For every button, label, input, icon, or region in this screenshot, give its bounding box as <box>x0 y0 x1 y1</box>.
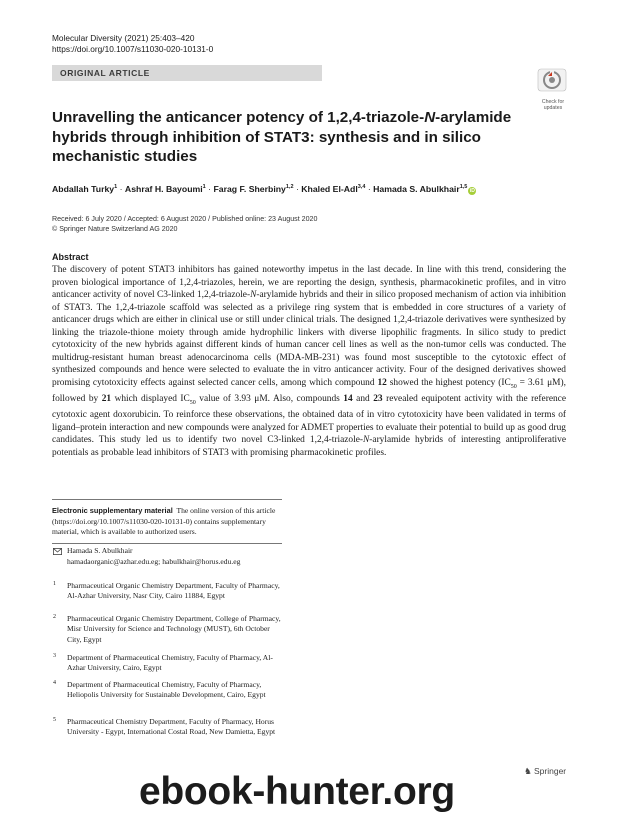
orcid-icon[interactable]: iD <box>469 187 475 194</box>
check-label-line2: updates <box>543 105 563 111</box>
corresponding-author-emails[interactable]: hamadaorganic@azhar.edu.eg; habulkhair@horus.edu.eg <box>67 557 241 566</box>
abstract-heading: Abstract <box>52 252 89 262</box>
article-title: Unravelling the anticancer potency of 1,2,4-triazole-N-arylamide hybrids through inhibition of STAT3: synthesis and in silico mechanistic studies <box>52 109 512 165</box>
article-type-banner: ORIGINAL ARTICLE <box>52 65 322 81</box>
copyright-line: © Springer Nature Switzerland AG 2020 <box>52 225 178 233</box>
author-name[interactable]: Hamada S. Abulkhair <box>373 183 460 194</box>
esm-note <box>52 506 282 538</box>
author-affiliation-ref: 1 <box>202 184 206 190</box>
affiliation-number: 5 <box>53 717 56 723</box>
affiliation-text: Pharmaceutical Chemistry Department, Faculty of Pharmacy, Horus University - Egypt, International Costal Road, New Damietta, Egypt <box>67 717 276 737</box>
author-affiliation-ref: 1,5 <box>459 184 468 190</box>
author-affiliation-ref: 1,2 <box>285 184 294 190</box>
esm-heading: Electronic supplementary material <box>52 506 173 515</box>
corresponding-author-name: Hamada S. Abulkhair <box>67 546 133 555</box>
affiliation-text: Department of Pharmaceutical Chemistry, Faculty of Pharmacy, Al-Azhar University, Cairo, Egypt <box>67 653 273 673</box>
affiliation-number: 3 <box>53 653 56 659</box>
author-name[interactable]: Abdallah Turky <box>52 183 115 194</box>
check-label-line1: Check for <box>541 99 565 105</box>
esm-text: The online version of this article (https://doi.org/10.1007/s11030-020-10131-0) contains supplementary material, which is available to authorized users. <box>52 506 276 536</box>
springer-horse-icon: ♞ <box>524 766 532 776</box>
journal-citation: Molecular Diversity (2021) 25:403–420 <box>52 33 195 43</box>
author-affiliation-ref: 3,4 <box>357 184 366 190</box>
watermark: ebook-hunter.org <box>139 770 455 813</box>
affiliation-number: 1 <box>53 581 56 587</box>
affiliation-number: 2 <box>53 614 56 620</box>
author-list: Abdallah Turky$^1$ · Ashraf H. Bayoumi$^1$ · Farag F. Sherbiny$^{1,2}$ · Khaled El-Adl$^{3,4}$ · Hamada S. Abulkhair$^{1,5}$iD <box>52 183 475 194</box>
check-for-updates-icon <box>537 68 567 102</box>
author-affiliation-ref: 1 <box>114 184 118 190</box>
affiliation-text: Pharmaceutical Organic Chemistry Department, Faculty of Pharmacy, Al-Azhar University, Nasr City, Cairo 11884, Egypt <box>67 581 280 601</box>
author-name[interactable]: Ashraf H. Bayoumi <box>124 183 203 194</box>
affiliation-text: Department of Pharmaceutical Chemistry, Faculty of Pharmacy, Heliopolis University for Sustainable Development, Cairo, Egypt <box>67 680 266 700</box>
affiliation-text: Pharmaceutical Organic Chemistry Department, College of Pharmacy, Misr University for Science and Technology (MUST), 6th October City, Egypt <box>67 614 281 644</box>
footnote-separator-2 <box>52 543 282 544</box>
springer-wordmark: Springer <box>534 766 567 776</box>
author-name[interactable]: Farag F. Sherbiny <box>213 183 286 194</box>
abstract-body: The discovery of potent STAT3 inhibitors has gained noteworthy impetus in the last decade. In line with this trend, considering the proven biological importance of 1,2,4-triazoles, herein, we are reporting the design, synthesis, pharmacokinetic profiles, and in vitro anticancer activity of novel C3-linked 1,2,4-triazole-N-arylamide hybrids and their in silico proposed mechanism of action via inhibition of STAT3. The 1,2,4-triazole scaffold was selected as a privilege ring system that is embedded in core structures of a variety of anticancer drugs which are either in clinical use or still under clinical trials. The designed 1,2,4-triazole derivatives were synthesized by linking the triazole-thione moiety through amide hydrophilic linkers with diverse lipophilic fragments. In silico study to predict cytotoxicity of the new hybrids against different kinds of human cancer cell lines as well as the non-tumor cells was conducted. The multidrug-resistant human breast adenocarcinoma cells (MDA-MB-231) was found most susceptible to the cytotoxic effect of synthesized compounds and hence were selected to evaluate the in vitro anticancer activity. Four of the designed derivatives showed promising cytotoxicity effects against selected cancer cells, among which compound 12 showed the highest potency ($IC_{50} = 3.61$ μM), followed by 21 which displayed $IC_{50}$ value of 3.93 μM. Also, compounds 14 and 23 revealed equipotent activity with the reference cytotoxic agent doxorubicin. To reinforce these observations, the obtained data of in vitro cytotoxicity have been validated in terms of ligand–protein interaction and new compounds were analyzed for ADMET properties to evaluate their potential to build up as good drug candidates. This study led us to identify two novel C3-linked 1,2,4-triazole-N-arylamide hybrids of interesting antiproliferative potentials as probable lead inhibitors of STAT3 with promising pharmacokinetic profiles. <box>52 265 567 458</box>
author-name[interactable]: Khaled El-Adl <box>301 183 358 194</box>
envelope-icon <box>53 547 62 557</box>
affiliation-number: 4 <box>53 680 56 686</box>
springer-logo <box>524 766 566 777</box>
footnote-separator <box>52 499 282 500</box>
journal-doi[interactable]: https://doi.org/10.1007/s11030-020-10131-0 <box>52 44 214 54</box>
check-for-updates-badge[interactable] <box>537 68 569 111</box>
publication-dates: Received: 6 July 2020 / Accepted: 6 August 2020 / Published online: 23 August 2020 <box>52 215 318 223</box>
